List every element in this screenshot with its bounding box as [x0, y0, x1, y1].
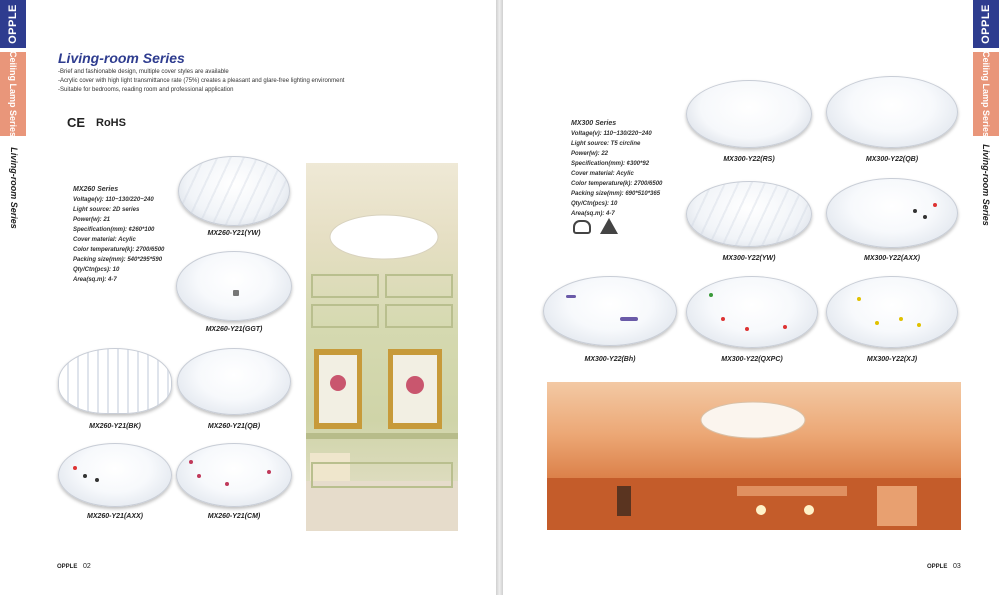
decor-dot — [225, 482, 229, 486]
mx260-specs — [73, 185, 164, 285]
product-caption: MX260-Y21(AXX) — [86, 513, 144, 520]
spec-line: Area(sq.m): 4-7 — [571, 211, 615, 217]
bedroom-photo — [306, 163, 458, 531]
decor-dot — [783, 325, 787, 329]
spec-line: Area(sq.m): 4-7 — [73, 277, 117, 283]
decor-dot — [933, 203, 937, 207]
product-caption: MX260-Y21(BK) — [89, 423, 141, 430]
product-caption: MX300-Y22(RS) — [723, 156, 775, 163]
product-caption: MX300-Y22(Bh) — [584, 356, 636, 363]
specs-title: MX300 Series — [571, 120, 617, 127]
spec-line: Light source: 2D series — [73, 207, 140, 213]
series-tab: Ceiling Lamp Series — [973, 52, 999, 136]
product-caption: MX260-Y21(YW) — [207, 230, 261, 237]
living-room-illustration — [547, 382, 961, 530]
spec-line: Packing size(mm): 540*295*590 — [73, 257, 163, 263]
series-tab: Ceiling Lamp Series — [0, 52, 26, 136]
bedroom-illustration — [306, 163, 458, 531]
footer-brand: OPPLE — [57, 564, 78, 570]
safety-mark-icon — [573, 220, 591, 234]
page-gutter — [496, 0, 503, 595]
decor-mark — [620, 317, 638, 321]
page-title: Living-room Series — [58, 50, 185, 66]
spec-line: Power(w): 22 — [571, 151, 609, 157]
lamp-image-mx260-cm — [176, 443, 292, 507]
lamp-image-mx260-axx — [58, 443, 172, 507]
page-footer — [57, 563, 91, 570]
decor-dot — [857, 297, 861, 301]
decor-dot — [923, 215, 927, 219]
spec-line: Voltage(v): 110~130/220~240 — [73, 197, 154, 203]
feature-line: -Acrylic cover with high light transmittance rate (75%) creates a pleasant and glare-free lighting environment — [58, 78, 345, 84]
spec-line: Cover material: Acylic — [571, 171, 634, 177]
spec-line: Color temperature(k): 2700/6500 — [73, 247, 165, 253]
side-label: Living-room Series — [9, 147, 19, 229]
lamp-image-mx300-yw — [686, 181, 812, 247]
spec-line: Power(w): 21 — [73, 217, 111, 223]
decor-icon — [233, 290, 239, 296]
lamp-image-mx300-qb — [826, 76, 958, 148]
decor-dot — [189, 460, 193, 464]
product-caption: MX300-Y22(YW) — [722, 255, 776, 262]
product-caption: MX260-Y21(CM) — [207, 513, 261, 520]
product-caption: MX300-Y22(QXPC) — [721, 356, 783, 363]
decor-dot — [917, 323, 921, 327]
lamp-image-mx300-bh — [543, 276, 677, 346]
lamp-image-mx300-axx — [826, 178, 958, 248]
product-caption: MX260-Y21(GGT) — [205, 326, 263, 333]
spec-line: Light source: T5 circline — [571, 141, 641, 147]
approval-mark-icon — [600, 218, 618, 234]
spec-line: Color temperature(k): 2700/6500 — [571, 181, 663, 187]
decor-dot — [899, 317, 903, 321]
decor-dot — [709, 293, 713, 297]
rohs-mark: RoHS — [96, 117, 126, 129]
brand-tab: OPPLE — [973, 0, 999, 48]
feature-line: -Suitable for bedrooms, reading room and professional application — [58, 87, 234, 93]
lamp-image-mx300-rs — [686, 80, 812, 148]
product-caption: MX300-Y22(QB) — [865, 156, 919, 163]
product-caption: MX260-Y21(QB) — [207, 423, 261, 430]
side-label: Living-room Series — [981, 144, 991, 226]
ce-mark: CE — [67, 115, 86, 130]
spec-line: Specification(mm): ¢260*100 — [73, 227, 155, 233]
lamp-image-mx260-ggt — [176, 251, 292, 321]
decor-dot — [95, 478, 99, 482]
spec-line: Cover material: Acylic — [73, 237, 136, 243]
decor-dot — [73, 466, 77, 470]
spec-line: Voltage(v): 110~130/220~240 — [571, 131, 652, 137]
decor-dot — [721, 317, 725, 321]
page-footer — [927, 563, 961, 570]
right-page — [503, 0, 999, 595]
lamp-image-mx300-qxpc — [686, 276, 818, 348]
lamp-image-mx300-xj — [826, 276, 958, 348]
decor-dot — [267, 470, 271, 474]
spec-line: Specification(mm): ¢300*92 — [571, 161, 650, 167]
lamp-image-mx260-bk — [58, 348, 172, 414]
product-caption: MX300-Y22(XJ) — [866, 356, 918, 363]
page-number: 02 — [83, 563, 91, 570]
left-page — [0, 0, 496, 595]
decor-mark — [566, 295, 576, 298]
lamp-image-mx260-qb — [177, 348, 291, 415]
product-caption: MX300-Y22(AXX) — [863, 255, 921, 262]
spec-line: Qty/Ctn(pcs): 10 — [73, 267, 120, 273]
spec-line: Packing size(mm): 690*510*365 — [571, 191, 661, 197]
page-number: 03 — [953, 563, 961, 570]
footer-brand: OPPLE — [927, 564, 948, 570]
decor-dot — [83, 474, 87, 478]
feature-line: -Brief and fashionable design, multiple cover styles are available — [58, 69, 229, 75]
decor-dot — [913, 209, 917, 213]
specs-title: MX260 Series — [73, 186, 119, 193]
decor-dot — [745, 327, 749, 331]
living-room-photo — [547, 382, 961, 530]
decor-dot — [875, 321, 879, 325]
brand-tab: OPPLE — [0, 0, 26, 48]
mx300-specs — [571, 119, 662, 219]
spec-line: Qty/Ctn(pcs): 10 — [571, 201, 618, 207]
lamp-image-mx260-yw — [178, 156, 290, 226]
decor-dot — [197, 474, 201, 478]
